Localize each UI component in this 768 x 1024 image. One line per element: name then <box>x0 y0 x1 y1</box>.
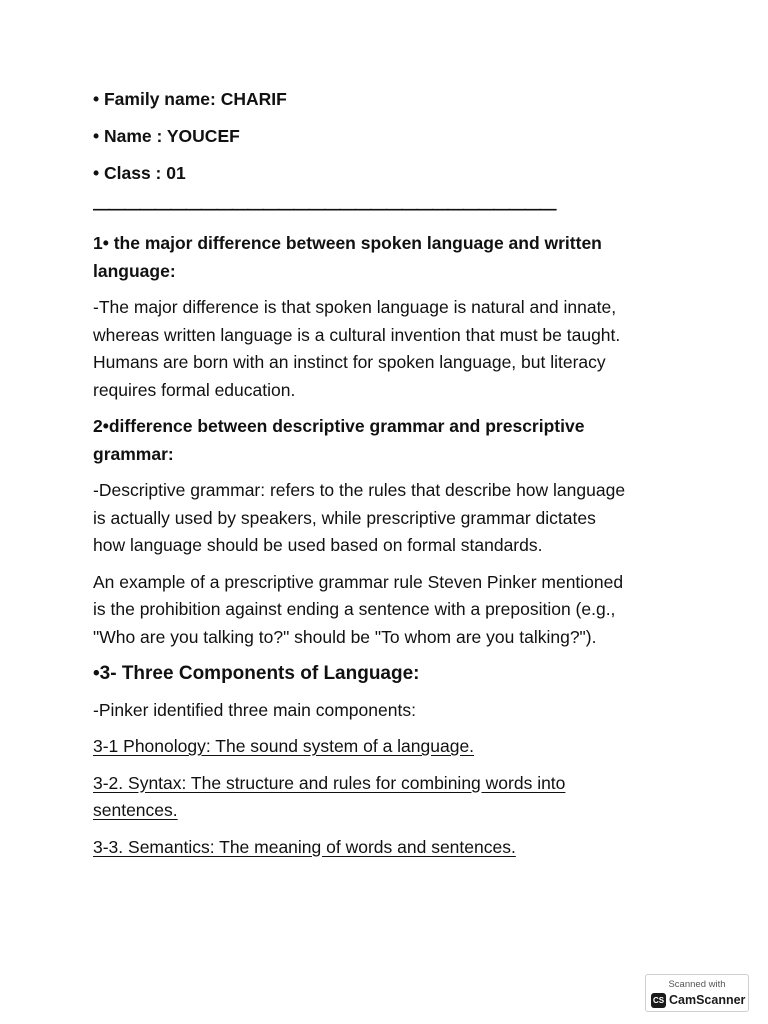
question-1-answer-line: -The major difference is that spoken language is natural and innate, <box>93 297 617 317</box>
question-1-heading <box>93 230 693 285</box>
question-2-answer <box>93 477 693 560</box>
question-3-heading: •3- Three Components of Language: <box>93 663 420 684</box>
component-item-line: 3-3. Semantics: The meaning of words and sentences. <box>93 836 516 857</box>
question-2-example-line: is the prohibition against ending a sentence with a preposition (e.g., <box>93 599 616 619</box>
component-item-syntax <box>93 770 693 825</box>
component-item-semantics <box>93 834 693 862</box>
question-2-example-line: "Who are you talking to?" should be "To whom are you talking?"). <box>93 626 597 647</box>
question-1-answer-line: requires formal education. <box>93 379 296 400</box>
class-line: • Class : 01 <box>93 163 186 183</box>
question-1-heading-line: 1• the major difference between spoken language and written <box>93 233 602 253</box>
watermark-top-text: Scanned with <box>668 979 726 990</box>
question-2-example <box>93 569 693 652</box>
question-1-answer-line: whereas written language is a cultural invention that must be taught. <box>93 324 621 345</box>
question-3-intro: -Pinker identified three main components: <box>93 699 416 720</box>
watermark-brand: CamScanner <box>669 993 746 1007</box>
name-line: • Name : YOUCEF <box>93 126 240 146</box>
document-page <box>93 86 693 870</box>
question-1-heading-line: language: <box>93 260 176 281</box>
component-item-line: 3-1 Phonology: The sound system of a language. <box>93 736 475 756</box>
question-2-answer-line: is actually used by speakers, while prescriptive grammar dictates <box>93 507 596 528</box>
question-2-answer-line: -Descriptive grammar: refers to the rules that describe how language <box>93 480 626 500</box>
question-1-answer <box>93 294 693 404</box>
question-2-answer-line: how language should be used based on formal standards. <box>93 535 543 555</box>
family-name-line: • Family name: CHARIF <box>93 89 287 109</box>
question-2-example-line: An example of a prescriptive grammar rule Steven Pinker mentioned <box>93 571 624 592</box>
question-2-heading-line: 2•difference between descriptive grammar and prescriptive <box>93 416 585 436</box>
separator-rule: —————————————————————————————— <box>93 199 556 218</box>
question-2-heading <box>93 413 693 468</box>
camscanner-watermark <box>645 974 749 1012</box>
question-2-heading-line: grammar: <box>93 443 174 464</box>
camscanner-logo-icon: CS <box>651 993 666 1008</box>
component-item-line: 3-2. Syntax: The structure and rules for combining words into <box>93 772 566 793</box>
component-item-phonology <box>93 733 693 761</box>
question-1-answer-line: Humans are born with an instinct for spoken language, but literacy <box>93 352 606 372</box>
component-item-line: sentences. <box>93 800 178 820</box>
